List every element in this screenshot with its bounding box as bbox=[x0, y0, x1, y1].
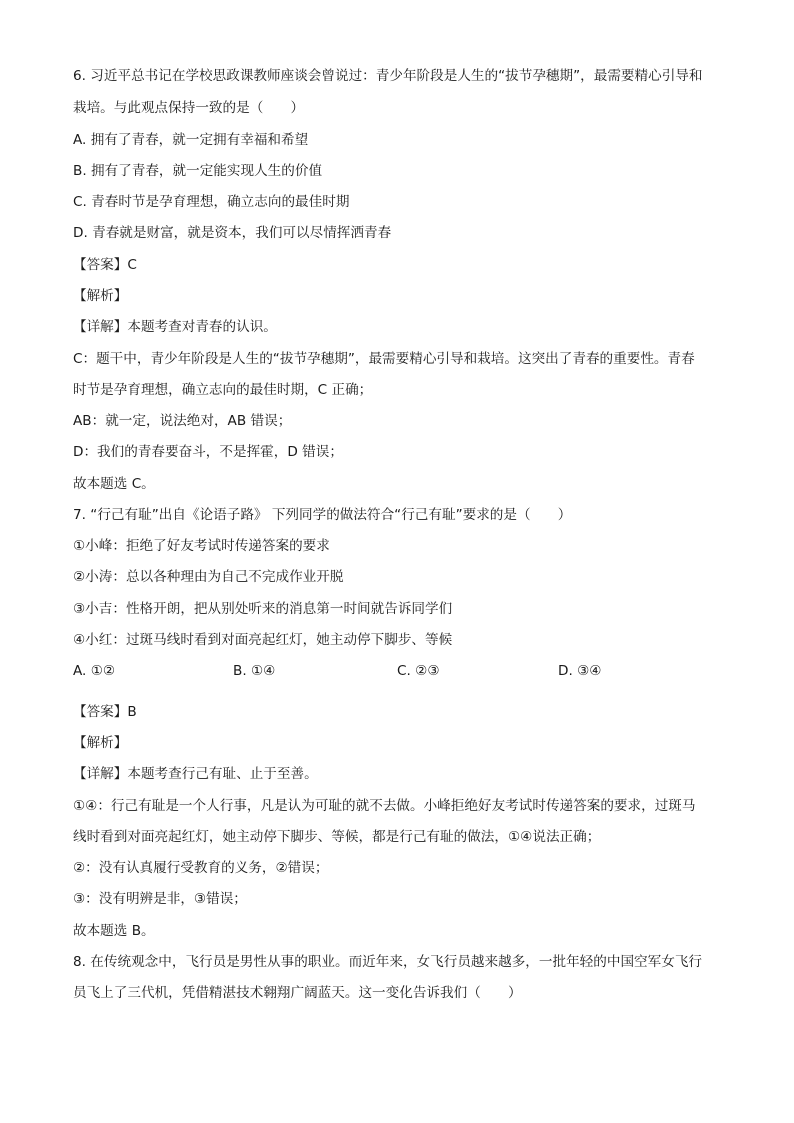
q6-option-d: D. 青春就是财富，就是资本，我们可以尽情挥洒青春 bbox=[73, 225, 392, 241]
q7-option-a: A. ①② bbox=[73, 663, 116, 679]
q7-explanation-2: ②：没有认真履行受教育的义务，②错误； bbox=[73, 860, 329, 876]
q7-explanation-3: ③：没有明辨是非，③错误； bbox=[73, 891, 247, 907]
q6-option-a: A. 拥有了青春，就一定拥有幸福和希望 bbox=[73, 132, 309, 148]
q7-option-c: C. ②③ bbox=[397, 663, 440, 679]
q6-explanation-d: D：我们的青春要奋斗，不是挥霍，D 错误； bbox=[73, 444, 343, 460]
q6-explanation-line2: 时节是孕育理想，确立志向的最佳时期，C 正确； bbox=[73, 382, 373, 398]
q6-explanation-ab: AB：就一定，说法绝对，AB 错误； bbox=[73, 413, 292, 429]
q7-item-4: ④小红：过斑马线时看到对面亮起红灯，她主动停下脚步、等候 bbox=[73, 632, 453, 648]
q6-explanation-line1: C：题干中，青少年阶段是人生的“拔节孕穗期”，最需要精心引导和栽培。这突出了青春的重要性。青春 bbox=[73, 351, 695, 367]
q6-answer: 【答案】C bbox=[73, 257, 137, 273]
q7-item-3: ③小吉：性格开朗，把从别处听来的消息第一时间就告诉同学们 bbox=[73, 601, 453, 617]
q7-analysis-label: 【解析】 bbox=[73, 735, 128, 751]
q7-detail: 【详解】本题考查行己有耻、止于至善。 bbox=[73, 766, 318, 782]
q6-detail: 【详解】本题考查对青春的认识。 bbox=[73, 319, 277, 335]
q7-option-d: D. ③④ bbox=[558, 663, 602, 679]
q8-stem-line1: 8. 在传统观念中，飞行员是男性从事的职业。而近年来，女飞行员越来越多，一批年轻的中国空军女飞行 bbox=[73, 954, 703, 970]
q7-answer: 【答案】B bbox=[73, 704, 137, 720]
q6-stem-line2: 栽培。与此观点保持一致的是（ ） bbox=[73, 100, 305, 116]
q7-explanation-line1: ①④：行己有耻是一个人行事，凡是认为可耻的就不去做。小峰拒绝好友考试时传递答案的要求，过斑马 bbox=[73, 798, 696, 814]
q7-item-2: ②小涛：总以各种理由为自己不完成作业开脱 bbox=[73, 569, 344, 585]
q8-stem-line2: 员飞上了三代机，凭借精湛技术翱翔广阔蓝天。这一变化告诉我们（ ） bbox=[73, 985, 522, 1001]
q6-option-c: C. 青春时节是孕育理想，确立志向的最佳时期 bbox=[73, 194, 350, 210]
q7-option-b: B. ①④ bbox=[233, 663, 276, 679]
q6-conclusion: 故本题选 C。 bbox=[73, 476, 155, 492]
q6-option-b: B. 拥有了青春，就一定能实现人生的价值 bbox=[73, 163, 323, 179]
q7-options-row bbox=[73, 662, 733, 680]
q7-stem: 7. “行己有耻”出自《论语子路》 下列同学的做法符合“行己有耻”要求的是（ ） bbox=[73, 507, 572, 523]
q7-conclusion: 故本题选 B。 bbox=[73, 923, 155, 939]
q7-item-1: ①小峰：拒绝了好友考试时传递答案的要求 bbox=[73, 538, 330, 554]
q6-analysis-label: 【解析】 bbox=[73, 288, 128, 304]
q6-stem-line1: 6. 习近平总书记在学校思政课教师座谈会曾说过：青少年阶段是人生的“拔节孕穗期”，最需要精心引导和 bbox=[73, 68, 703, 84]
q7-explanation-line2: 线时看到对面亮起红灯，她主动停下脚步、等候，都是行己有耻的做法，①④说法正确； bbox=[73, 829, 601, 845]
